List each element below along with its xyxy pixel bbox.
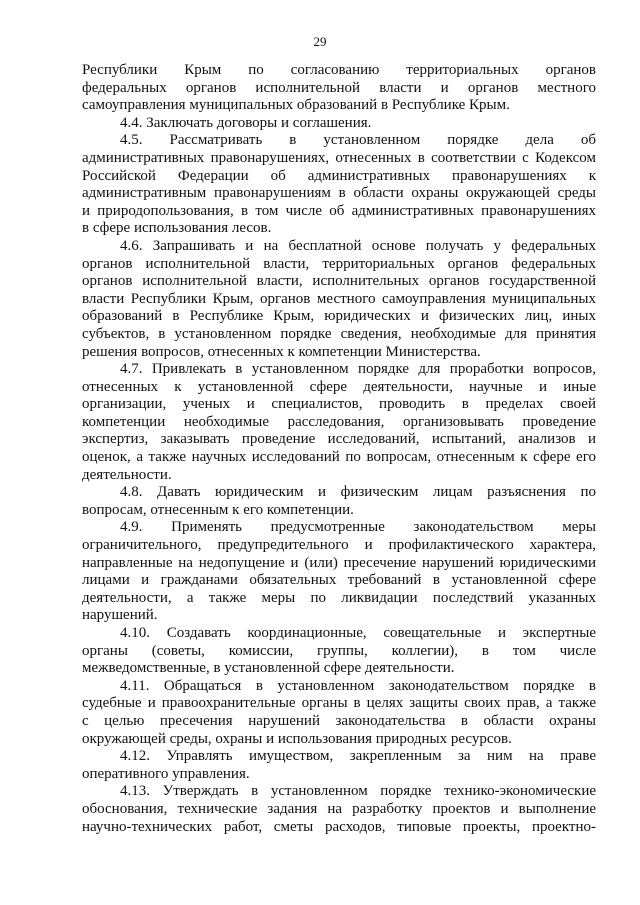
text-line: деятельности. — [82, 466, 172, 483]
text-line: окружающей среды, охраны и использования природных ресурсов. — [82, 730, 512, 747]
text-line: компетенции необходимые расследования, организовывать проведение — [82, 413, 596, 430]
text-line: ограничительного, предупредительного и профилактического характера, — [82, 537, 596, 554]
text-line: административным правонарушениям в области охраны окружающей среды — [82, 185, 596, 202]
text-line: решения вопросов, отнесенных к компетенции Министерства. — [82, 343, 481, 360]
text-line: отнесенных к установленной сфере деятельности, научные и иные — [82, 378, 596, 395]
text-line: в сфере использования лесов. — [82, 220, 272, 237]
text-line: 4.6. Запрашивать и на бесплатной основе получать у федеральных — [120, 237, 596, 254]
text-line: 4.4. Заключать договоры и соглашения. — [120, 114, 372, 131]
text-line: 4.12. Управлять имуществом, закрепленным за ним на праве — [120, 748, 596, 765]
text-line: экспертиз, заказывать проведение исследований, испытаний, анализов и — [82, 431, 596, 448]
text-line: лицами и гражданами обязательных требований в установленной сфере — [82, 572, 596, 589]
text-line: вопросам, отнесенным к его компетенции. — [82, 501, 354, 518]
text-line: направленные на недопущение и (или) пресечение нарушений юридическими — [82, 554, 596, 571]
text-line: научно-технических работ, сметы расходов, типовые проекты, проектно- — [82, 818, 596, 835]
text-line: административных правонарушениях, отнесенных в соответствии с Кодексом — [82, 149, 596, 166]
text-line: Российской Федерации об административных правонарушениях к — [82, 167, 596, 184]
document-body — [82, 62, 596, 836]
text-line: с целью пресечения нарушений законодательства в области охраны — [82, 712, 596, 729]
text-line: федеральных органов исполнительной власти и органов местного — [82, 79, 596, 96]
text-line: и природопользования, в том числе об административных правонарушениях — [82, 202, 596, 219]
text-line: 4.9. Применять предусмотренные законодательством меры — [120, 519, 596, 536]
text-line: оценок, а также научных исследований по вопросам, отнесенным к сфере его — [82, 449, 596, 466]
text-line: власти Республики Крым, органов местного самоуправления муниципальных — [82, 290, 596, 307]
text-line: образований в Республике Крым, юридических и физических лиц, иных — [82, 308, 596, 325]
text-line: 4.11. Обращаться в установленном законодательством порядке в — [120, 677, 596, 694]
text-line: органов исполнительной власти, территориальных органов федеральных — [82, 255, 596, 272]
text-line: субъектов, в установленном порядке сведения, необходимые для принятия — [82, 325, 596, 342]
text-line: нарушений. — [82, 607, 158, 624]
text-line: 4.13. Утверждать в установленном порядке технико-экономические — [120, 783, 596, 800]
text-line: самоуправления муниципальных образований в Республике Крым. — [82, 97, 510, 114]
text-line: 4.10. Создавать координационные, совещательные и экспертные — [120, 625, 596, 641]
text-line: 4.5. Рассматривать в установленном порядке дела об — [120, 132, 596, 149]
text-line: межведомственные, в установленной сфере деятельности. — [82, 660, 455, 677]
text-line: 4.8. Давать юридическим и физическим лицам разъяснения по — [120, 484, 596, 501]
text-line: судебные и правоохранительные органы в целях защиты своих прав, а также — [82, 695, 596, 712]
text-line: Республики Крым по согласованию территориальных органов — [82, 62, 596, 78]
text-line: оперативного управления. — [82, 765, 250, 782]
text-line: органов исполнительной власти, исполнительных органов государственной — [82, 273, 596, 290]
text-line: 4.7. Привлекать в установленном порядке для проработки вопросов, — [120, 361, 596, 378]
text-line: организации, ученых и специалистов, проводить в пределах своей — [82, 396, 596, 413]
text-line: органы (советы, комиссии, группы, коллегии), в том числе — [82, 642, 596, 659]
page-number: 29 — [313, 34, 327, 49]
text-line: обоснования, технические задания на разработку проектов и выполнение — [82, 800, 596, 817]
text-line: деятельности, а также меры по ликвидации последствий указанных — [82, 589, 596, 606]
